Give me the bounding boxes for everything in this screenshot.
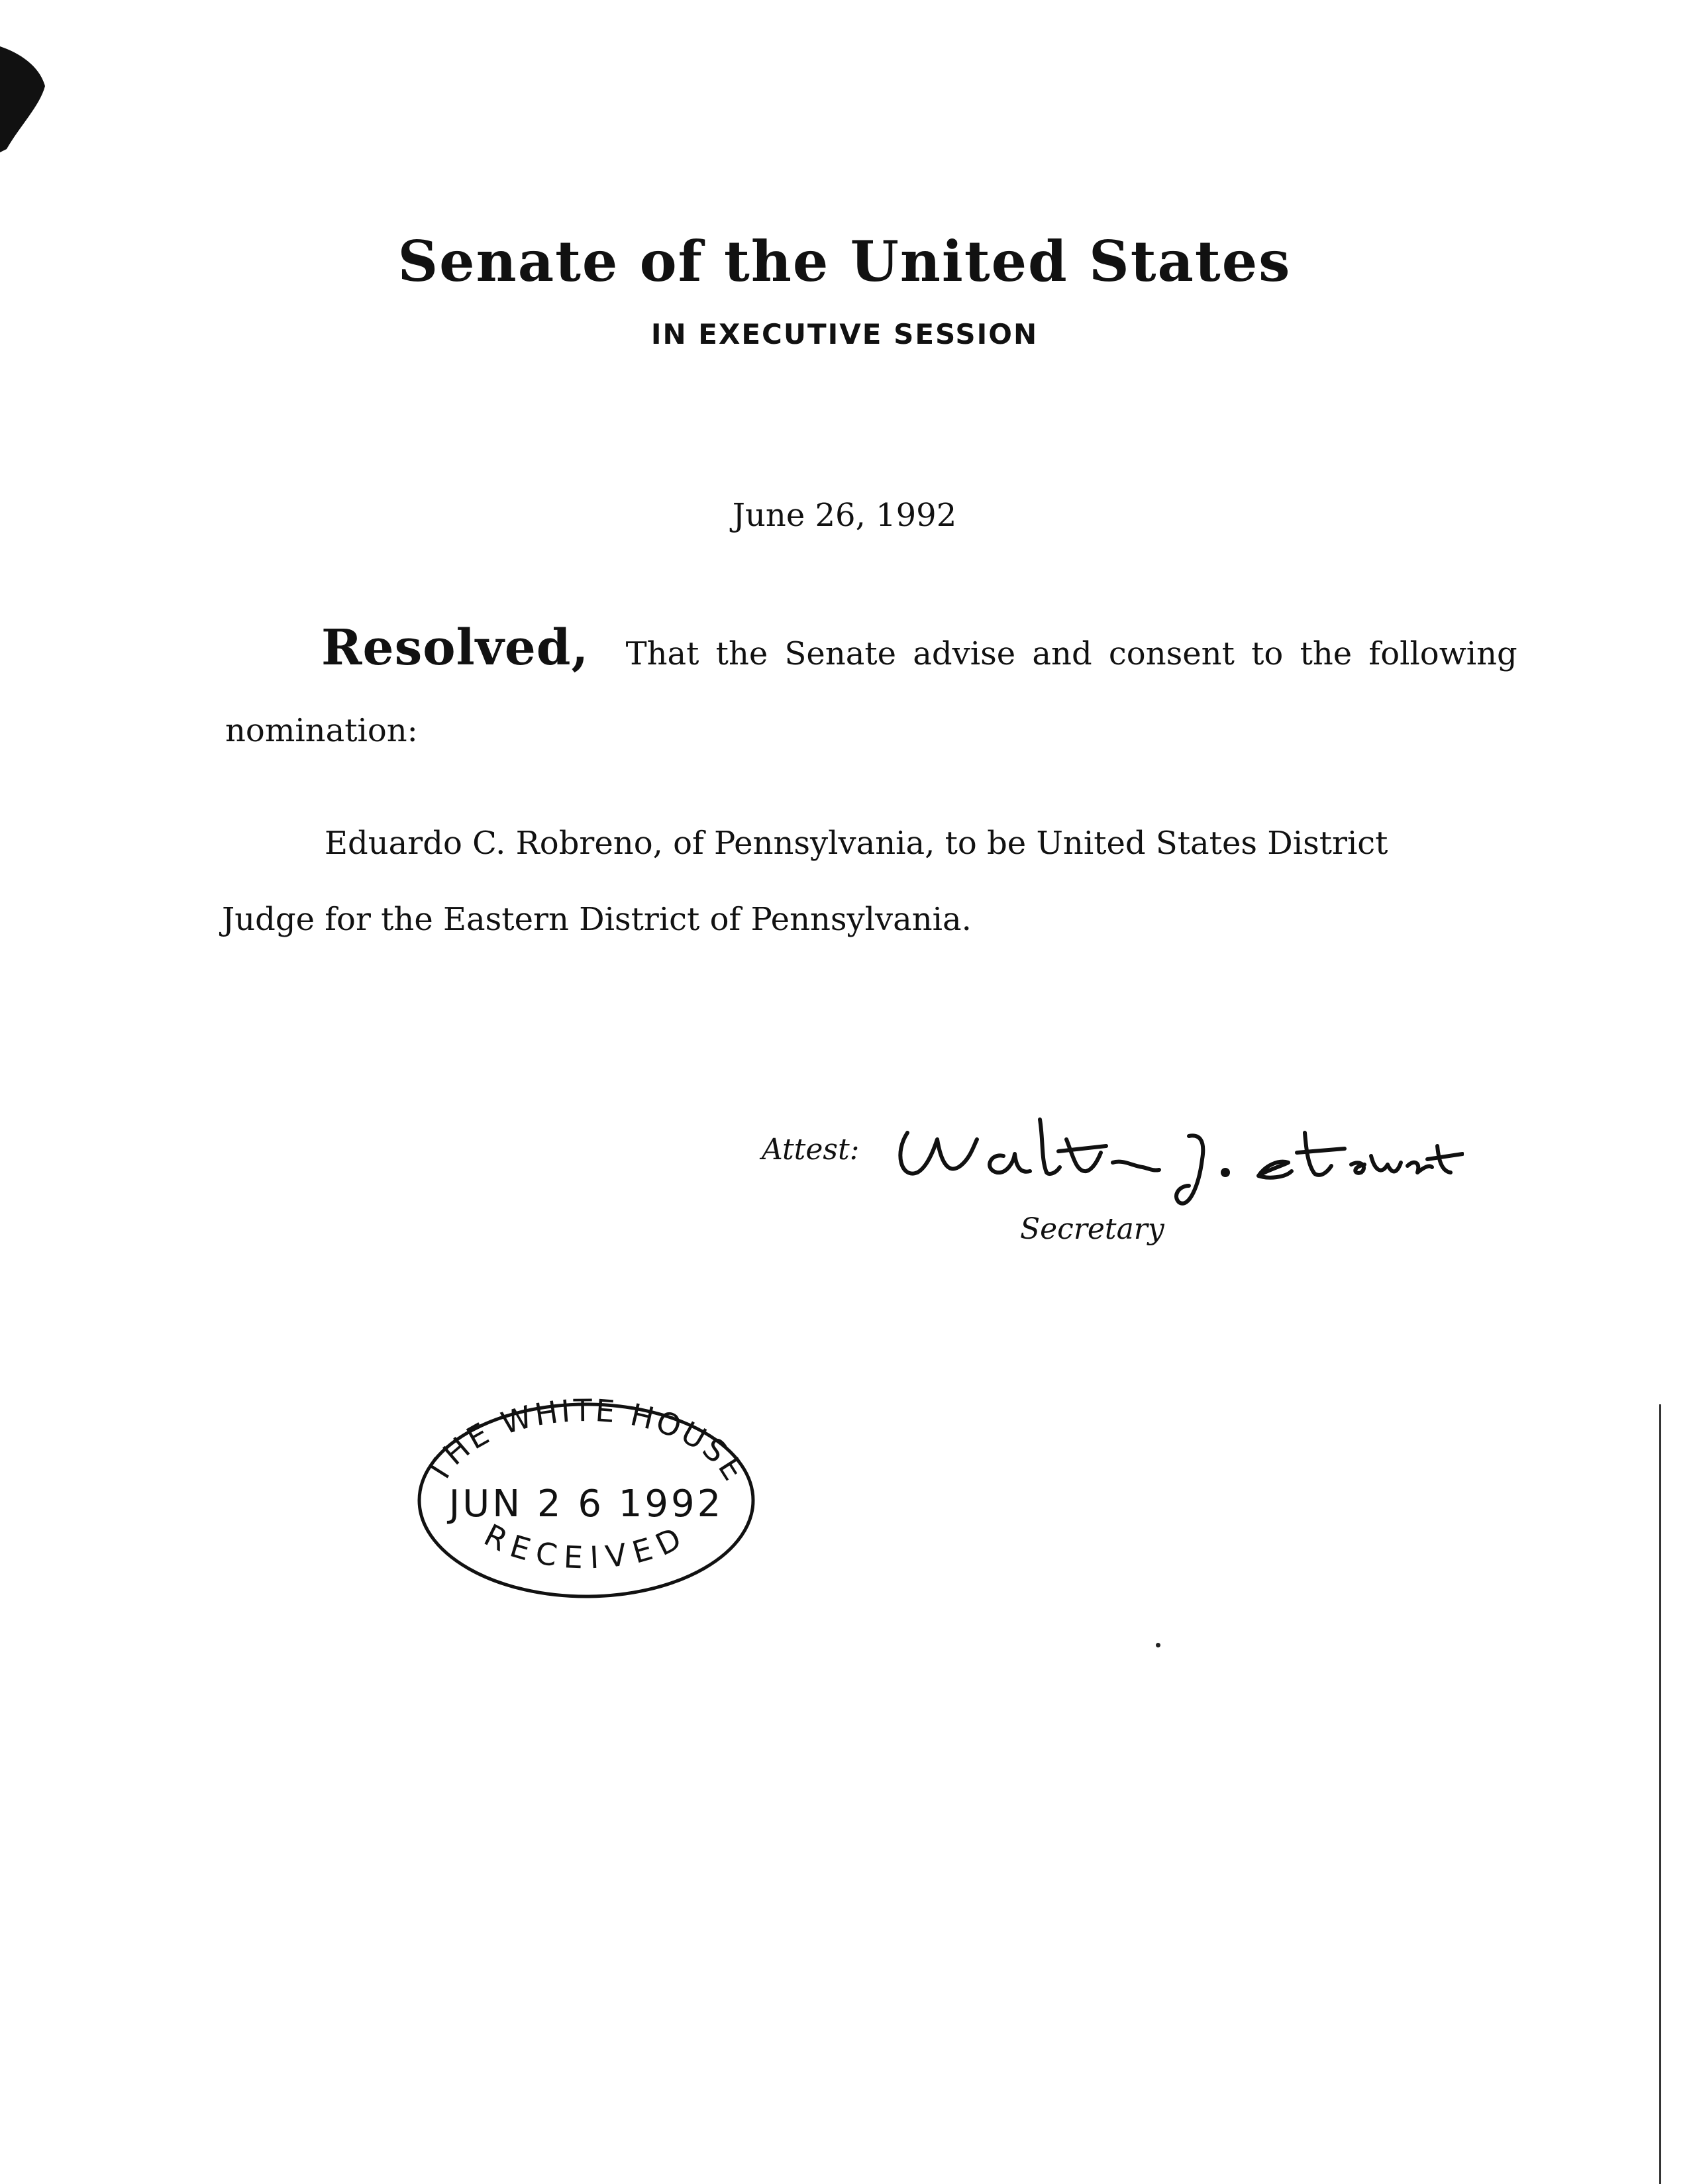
senate-title: Senate of the United States bbox=[397, 229, 1292, 294]
svg-text:RECEIVED bbox=[478, 1517, 693, 1576]
attest-label: Attest: bbox=[762, 1133, 860, 1167]
svg-text:THE WHITE HOUSE bbox=[419, 1398, 753, 1489]
stamp-date: JUN 2 6 1992 bbox=[448, 1482, 724, 1526]
nomination-label: nomination: bbox=[225, 712, 418, 749]
session-subtitle: IN EXECUTIVE SESSION bbox=[650, 318, 1039, 350]
secretary-signature bbox=[888, 1093, 1464, 1212]
stamp-bottom-text: RECEIVED bbox=[478, 1516, 694, 1576]
resolution-text: That the Senate advise and consent to the following bbox=[625, 635, 1517, 672]
document-date: June 26, 1992 bbox=[732, 497, 957, 534]
scan-edge-line bbox=[1659, 1404, 1661, 2184]
secretary-label: Secretary bbox=[1020, 1212, 1164, 1246]
resolved-word: Resolved, bbox=[321, 619, 589, 676]
corner-punch-mark bbox=[0, 40, 46, 152]
resolution-line bbox=[321, 619, 1517, 676]
nominee-text-line-2: Judge for the Eastern District of Pennsylvania. bbox=[222, 901, 972, 938]
scan-speck bbox=[1156, 1643, 1160, 1647]
stamp-top-text: THE WHITE HOUSE bbox=[419, 1398, 753, 1489]
nominee-text-line-1: Eduardo C. Robreno, of Pennsylvania, to be United States District bbox=[325, 825, 1388, 862]
